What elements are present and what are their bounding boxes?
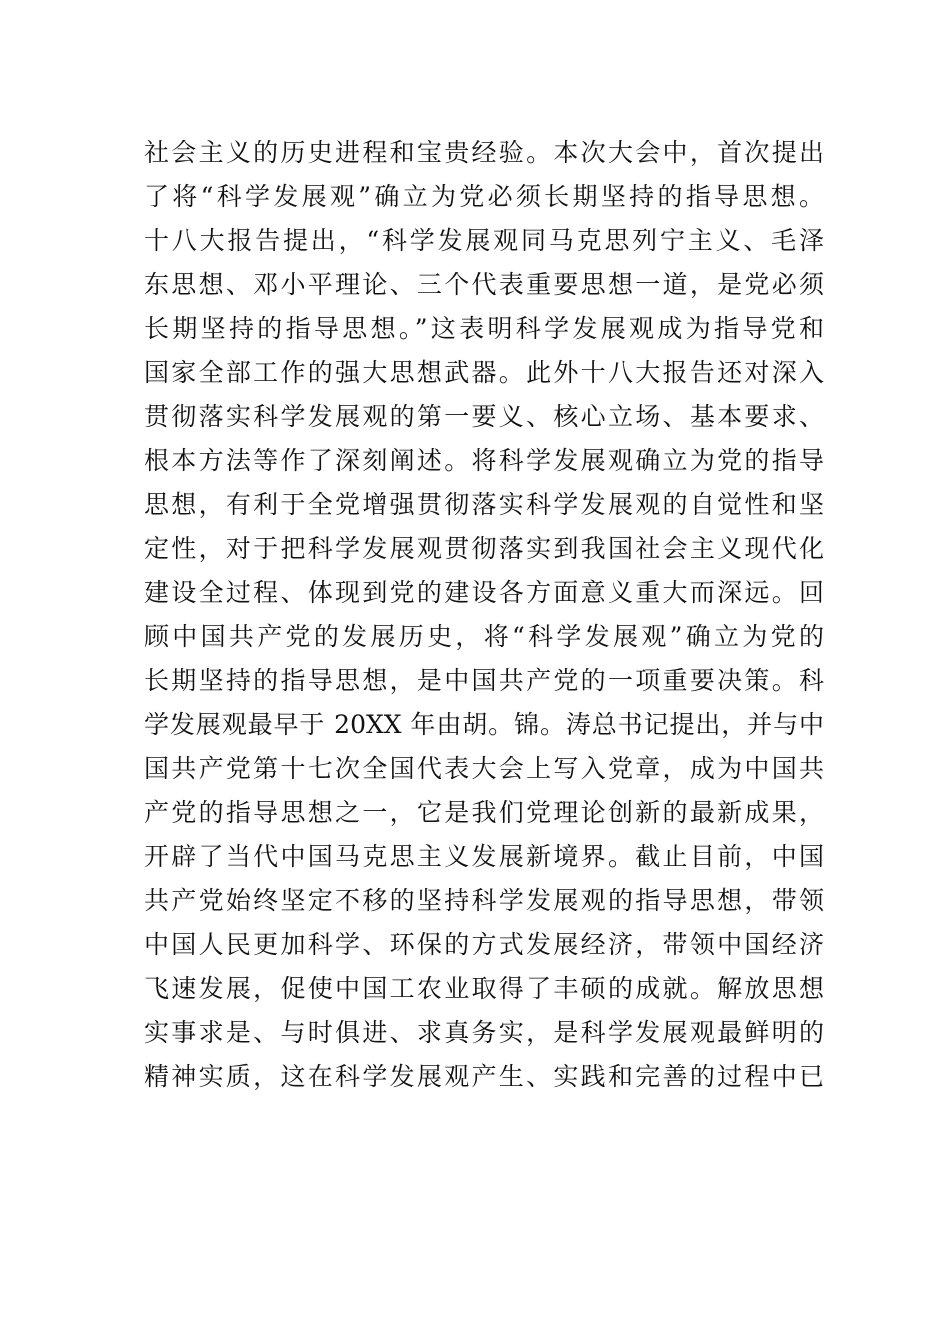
body-text [144,131,824,1099]
text-line: 十八大报告提出，“科学发展观同马克思列宁主义、毛泽 [144,226,824,255]
text-line: 长期坚持的指导思想。”这表明科学发展观成为指导党和 [144,314,824,343]
text-line: 东思想、邓小平理论、三个代表重要思想一道，是党必须 [144,270,824,299]
text-line: 飞速发展，促使中国工农业取得了丰硕的成就。解放思想 [144,974,824,1003]
text-line: 社会主义的历史进程和宝贵经验。本次大会中，首次提出 [144,138,824,167]
text-line: 顾中国共产党的发展历史，将“科学发展观”确立为党的 [144,622,824,651]
text-line: 精神实质，这在科学发展观产生、实践和完善的过程中已 [144,1062,824,1091]
text-line: 中国人民更加科学、环保的方式发展经济，带领中国经济 [144,930,824,959]
text-line: 贯彻落实科学发展观的第一要义、核心立场、基本要求、 [144,402,824,431]
text-line: 思想，有利于全党增强贯彻落实科学发展观的自觉性和坚 [144,490,824,519]
text-line: 建设全过程、体现到党的建设各方面意义重大而深远。回 [144,578,824,607]
text-line: 开辟了当代中国马克思主义发展新境界。截止目前，中国 [144,842,824,871]
text-line: 国共产党第十七次全国代表大会上写入党章，成为中国共 [144,754,824,783]
text-line: 产党的指导思想之一，它是我们党理论创新的最新成果， [144,798,824,827]
text-line: 根本方法等作了深刻阐述。将科学发展观确立为党的指导 [144,446,824,475]
text-line: 国家全部工作的强大思想武器。此外十八大报告还对深入 [144,358,824,387]
text-line: 学发展观最早于 20XX 年由胡。锦。涛总书记提出，并与中 [144,710,824,739]
text-line: 共产党始终坚定不移的坚持科学发展观的指导思想，带领 [144,886,824,915]
text-line: 长期坚持的指导思想，是中国共产党的一项重要决策。科 [144,666,824,695]
text-line: 定性，对于把科学发展观贯彻落实到我国社会主义现代化 [144,534,824,563]
text-line: 实事求是、与时俱进、求真务实，是科学发展观最鲜明的 [144,1018,824,1047]
text-line: 了将“科学发展观”确立为党必须长期坚持的指导思想。 [144,182,824,211]
